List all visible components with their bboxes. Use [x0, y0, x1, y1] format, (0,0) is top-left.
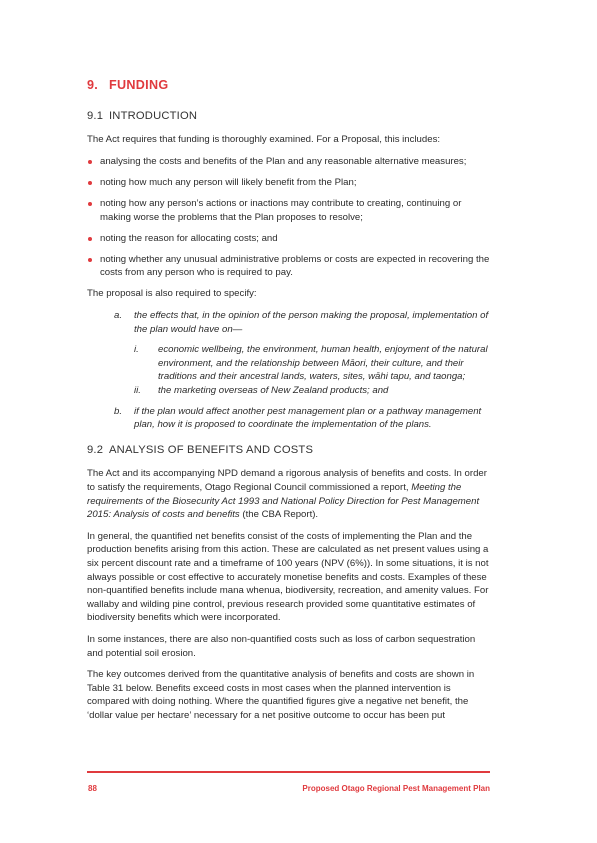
list-item: b. if the plan would affect another pest management plan or a pathway management plan, how it is proposed to coordinate the implementation of the plans. — [114, 405, 482, 431]
bullet-icon — [88, 160, 92, 164]
proposal-specification-list — [87, 309, 492, 432]
subsection-heading-analysis — [87, 444, 492, 458]
bullet-icon — [88, 237, 92, 241]
section-title: FUNDING — [109, 78, 169, 92]
subsection-title: INTRODUCTION — [109, 109, 198, 122]
footer-document-title: Proposed Otago Regional Pest Management Plan — [302, 784, 490, 793]
page-content — [87, 79, 492, 730]
list-item: noting how much any person will likely benefit from the Plan; — [87, 176, 492, 190]
list-item: noting the reason for allocating costs; and — [87, 232, 492, 246]
section-number: 9. — [87, 78, 99, 92]
list-item: noting whether any unusual administrative problems or costs are expected in recovering the costs from any person who is required to pay. — [87, 253, 492, 280]
list-item: analysing the costs and benefits of the Plan and any reasonable alternative measures; — [87, 155, 492, 169]
subsection-number: 9.1 — [87, 109, 104, 122]
footer-divider — [87, 771, 490, 773]
funding-requirements-list — [87, 155, 492, 280]
footer-page-number: 88 — [88, 784, 97, 793]
list-item: noting how any person’s actions or inactions may contribute to creating, continuing or making worse the problems that the Plan proposes to resolve; — [87, 197, 492, 224]
list-item: ii. the marketing overseas of New Zealand products; and — [134, 385, 389, 396]
subsection-title: ANALYSIS OF BENEFITS AND COSTS — [109, 443, 314, 456]
list-item: a. the effects that, in the opinion of the person making the proposal, implementation of the plan would have on— i. economic wellbeing, the environment, human health, enjoyment of the natural environment, and the relationship between Māori, their culture, and their traditions and their ancestral lands, waters, sites, wāhi tapu, and taonga; ii. the marketing overseas of New Zealand products; and — [87, 309, 492, 398]
section-heading — [87, 79, 492, 93]
list-marker: ii. — [134, 385, 141, 396]
analysis-paragraph-2: In general, the quantified net benefits consist of the costs of implementing the Plan and the production benefits arising from this action. These are calculated as net present values using a six percent discount rate and a timeframe of 100 years (NPV (6%)). In some situations, it is not always possible or cost effective to accurately monetise benefits and costs. Examples of these non-quantified benefits include mana whenua, biodiversity, recreation, and amenity values. For wallaby and wilding pine control, previous research provided some quantitative estimates of biodiversity benefits which were incorporated. — [87, 530, 489, 624]
effects-sublist — [134, 343, 492, 397]
subsection-number: 9.2 — [87, 443, 104, 456]
bullet-icon — [88, 258, 92, 262]
bullet-icon — [88, 181, 92, 185]
analysis-paragraph-3: In some instances, there are also non-quantified costs such as loss of carbon sequestration and potential soil erosion. — [87, 633, 476, 659]
also-required-paragraph: The proposal is also required to specify: — [87, 288, 257, 300]
analysis-paragraph-4: The key outcomes derived from the quantitative analysis of benefits and costs are shown in Table 31 below. Benefits exceed costs in most cases when the planned intervention is compared with doing nothing. Where the quantified figures give a negative net benefit, the ‘dollar value per hectare’ necessary for a net positive outcome to occur has been put — [87, 669, 475, 721]
subsection-heading-introduction — [87, 110, 492, 124]
list-marker: i. — [134, 344, 139, 356]
report-title: Meeting the requirements of the Biosecurity Act 1993 and National Policy Direction for Pest Management 2015: Analysis of costs and benefits — [87, 481, 480, 521]
list-marker: b. — [114, 405, 123, 417]
list-item: i. economic wellbeing, the environment, human health, enjoyment of the natural environment, and the relationship between Māori, their culture, and their traditions and their ancestral lands, waters, sites, wāhi tapu, and taonga; — [134, 344, 488, 383]
intro-lead-paragraph: The Act requires that funding is thoroughly examined. For a Proposal, this includes: — [87, 134, 441, 146]
analysis-paragraph-1: The Act and its accompanying NPD demand a rigorous analysis of benefits and costs. In order to satisfy the requirements, Otago Regional Council commissioned a report, Meeting the requirements of the Biosecurity Act 1993 and National Policy Direction for Pest Management 2015: Analysis of costs and benefits (the CBA Report). — [87, 468, 487, 521]
bullet-icon — [88, 202, 92, 206]
list-marker: a. — [114, 310, 123, 322]
